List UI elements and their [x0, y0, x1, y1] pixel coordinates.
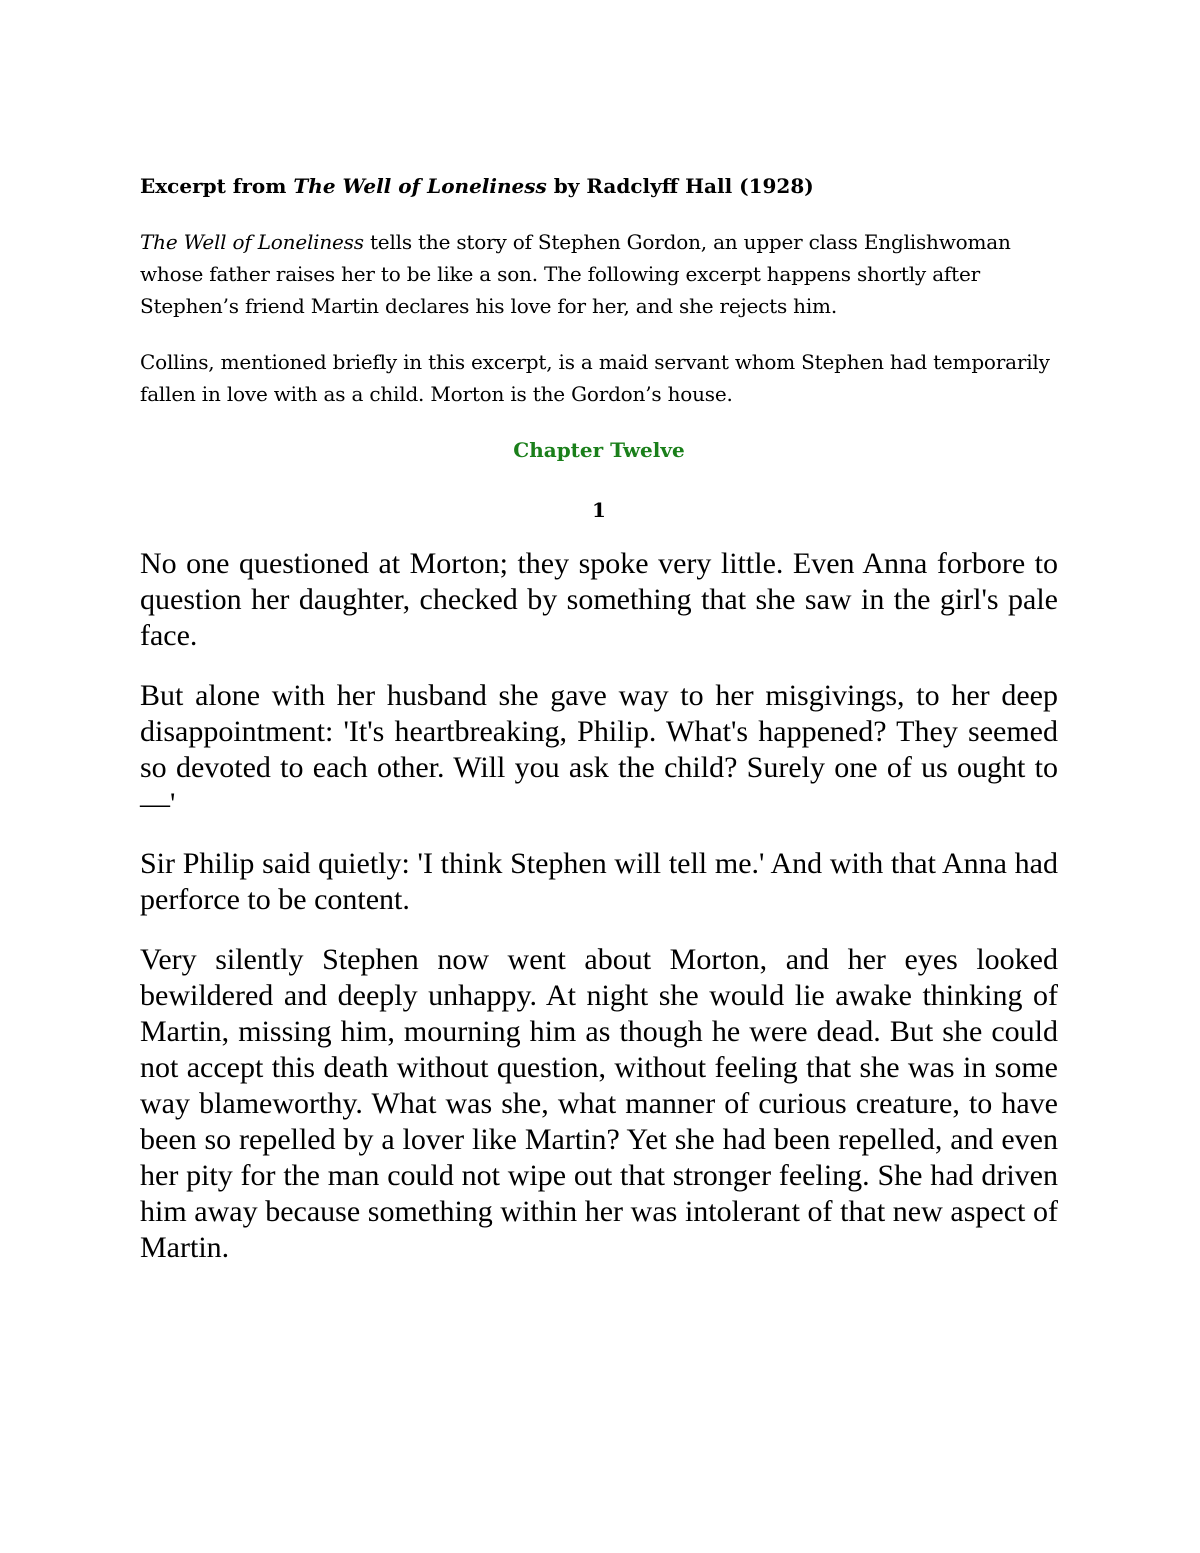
heading-prefix: Excerpt from	[140, 174, 294, 198]
intro-paragraph-1	[140, 226, 1058, 322]
intro-text-1: tells the story of Stephen Gordon, an upper class Englishwoman whose father raises her to be like a son. The following excerpt happens shortly after Stephen’s friend Martin declares his love for her, and she rejects him.	[140, 230, 1011, 318]
heading-suffix: by Radclyff Hall (1928)	[546, 174, 814, 198]
chapter-title: Chapter Twelve	[513, 438, 685, 462]
heading-book-title: The Well of Loneliness	[293, 174, 547, 198]
intro-book-title: The Well of Loneliness	[140, 230, 364, 254]
document-heading	[140, 170, 1058, 202]
body-paragraph-4: Very silently Stephen now went about Morton, and her eyes looked bewildered and deeply unhappy. At night she would lie awake thinking of Martin, missing him, mourning him as though he were dead. But she could not accept this death without question, without feeling that she was in some way blameworthy. What was she, what manner of curious creature, to have been so repelled by a lover like Martin? Yet she had been repelled, and even her pity for the man could not wipe out that stronger feeling. She had driven him away because something within her was intolerant of that new aspect of Martin.	[140, 943, 1058, 1264]
intro-paragraph-2: Collins, mentioned briefly in this excerpt, is a maid servant whom Stephen had temporarily fallen in love with as a child. Morton is the Gordon’s house.	[140, 350, 1050, 406]
document-page	[140, 170, 1058, 1290]
body-paragraph-2: But alone with her husband she gave way to her misgivings, to her deep disappointment: 'It's heartbreaking, Philip. What's happened? They seemed so devoted to each other. Will you ask the child? Surely one of us ought to—'	[140, 679, 1058, 820]
section-number: 1	[592, 498, 606, 522]
body-paragraph-1: No one questioned at Morton; they spoke very little. Even Anna forbore to question her daughter, checked by something that she saw in the girl's pale face.	[140, 547, 1058, 652]
body-paragraph-3: Sir Philip said quietly: 'I think Stephen will tell me.' And with that Anna had perforce to be content.	[140, 847, 1058, 916]
